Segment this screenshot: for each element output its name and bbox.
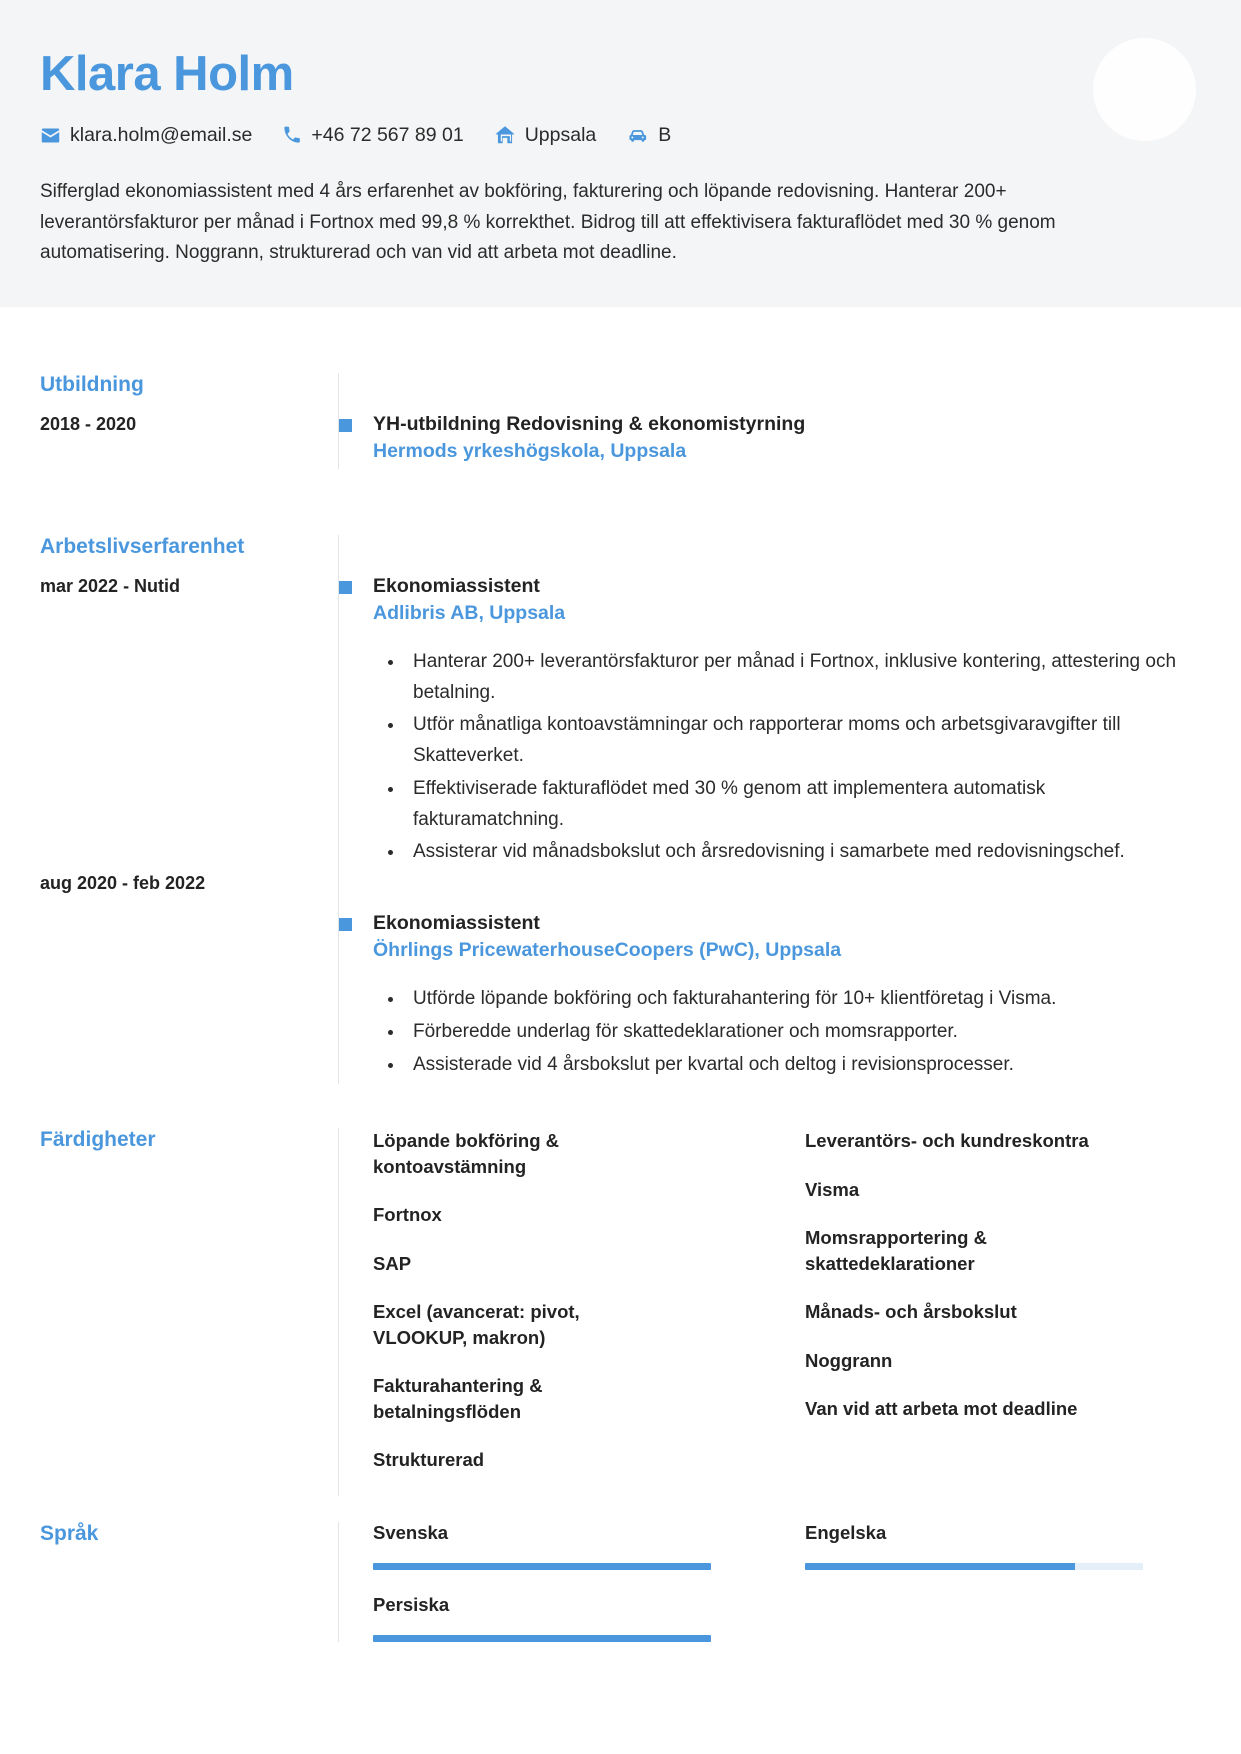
contact-driving-license [626, 124, 671, 147]
avatar [1093, 38, 1196, 141]
experience-entry-0 [373, 573, 1201, 868]
page-title: Klara Holm [40, 47, 294, 101]
resume-header [0, 0, 1241, 307]
skills-grid [373, 1128, 1201, 1496]
experience-entry-1 [373, 910, 1201, 1080]
spacer [40, 469, 1201, 535]
education-left [40, 373, 338, 469]
envelope-icon [40, 125, 61, 146]
skill-item: Visma [805, 1178, 860, 1200]
skill-item: Van vid att arbeta mot deadline [805, 1398, 1078, 1420]
skill-item: Fakturahantering & betalningsflöden [373, 1375, 543, 1422]
section-education [40, 373, 1201, 469]
contact-phone-label: +46 72 567 89 01 [311, 123, 464, 146]
spacer [40, 1496, 1201, 1522]
list-item: • Hanterar 200+ leverantörsfakturor per månad i Fortnox, inklusive kontering, attestering och betalning. [405, 647, 1201, 709]
experience-right [339, 535, 1201, 1084]
skills-column-right [805, 1128, 1201, 1496]
phone-icon [282, 125, 302, 145]
resume-body [0, 307, 1241, 1642]
contact-driving-license-label: B [658, 123, 672, 146]
language-item-svenska [373, 1522, 769, 1570]
experience-title-1: Ekonomiassistent [373, 912, 540, 935]
languages-left [40, 1522, 338, 1642]
list-item: • Effektiviserade fakturaflödet med 30 % genom att implementera automatisk fakturamatchning. [405, 774, 1201, 836]
contact-location-label: Uppsala [524, 123, 597, 146]
language-item-engelska [805, 1522, 1201, 1570]
list-item: • Assisterade vid 4 årsbokslut per kvartal och deltog i revisionsprocesser. [405, 1050, 1201, 1081]
experience-org-1: Öhrlings PricewaterhouseCoopers (PwC), Uppsala [373, 939, 842, 962]
skill-item: Excel (avancerat: pivot, VLOOKUP, makron) [373, 1301, 580, 1348]
section-title-education: Utbildning [40, 373, 144, 397]
entry-marker-icon [339, 581, 352, 594]
section-skills [40, 1128, 1201, 1496]
list-item: • Förberedde underlag för skattedeklarationer och momsrapporter. [405, 1017, 1201, 1048]
list-item: • Utförde löpande bokföring och fakturahantering för 10+ klientföretag i Visma. [405, 984, 1201, 1015]
language-name: Svenska [373, 1521, 449, 1543]
languages-right [339, 1522, 1201, 1642]
section-experience [40, 535, 1201, 1084]
language-level-track [373, 1635, 711, 1642]
contact-phone[interactable] [282, 124, 463, 147]
experience-org-0: Adlibris AB, Uppsala [373, 601, 566, 624]
entry-marker-icon [339, 419, 352, 432]
language-level-fill [805, 1563, 1075, 1570]
skill-item: Leverantörs- och kundreskontra [805, 1130, 1089, 1152]
list-item: • Utför månatliga kontoavstämningar och rapporterar moms och arbetsgivaravgifter till Skatteverket. [405, 710, 1201, 772]
section-title-languages: Språk [40, 1521, 99, 1545]
skills-left [40, 1128, 338, 1496]
skill-item: SAP [373, 1252, 412, 1274]
education-period-0: 2018 - 2020 [40, 414, 137, 435]
language-level-track [805, 1563, 1143, 1570]
language-level-fill [373, 1563, 711, 1570]
language-item-persiska [373, 1594, 769, 1642]
education-entry-0 [373, 411, 1201, 465]
skill-item: Strukturerad [373, 1449, 485, 1471]
spacer [40, 1084, 1201, 1128]
skill-item: Fortnox [373, 1204, 442, 1226]
section-title-skills: Färdigheter [40, 1128, 156, 1152]
language-name: Engelska [805, 1521, 887, 1543]
language-level-track [373, 1563, 711, 1570]
section-title-experience: Arbetslivserfarenhet [40, 535, 245, 558]
skill-item: Momsrapportering & skattedeklarationer [805, 1227, 987, 1274]
contact-email-label: klara.holm@email.se [70, 123, 253, 146]
skill-item: Månads- och årsbokslut [805, 1301, 1017, 1323]
entry-marker-icon [339, 918, 352, 931]
skill-item: Löpande bokföring & kontoavstämning [373, 1130, 560, 1177]
education-right [339, 373, 1201, 469]
section-languages [40, 1522, 1201, 1642]
contact-email[interactable] [40, 124, 252, 147]
language-level-fill [373, 1635, 711, 1642]
skill-item: Noggrann [805, 1349, 893, 1371]
language-name: Persiska [373, 1593, 450, 1615]
languages-grid [373, 1522, 1201, 1642]
profile-summary: Sifferglad ekonomiassistent med 4 års erfarenhet av bokföring, fakturering och löpande redovisning. Hanterar 200+ leverantörsfakturor per månad i Fortnox med 99,8 % korrekthet. Bidrog till att effektivisera fakturaflödet med 30 % genom automatisering. Noggrann, strukturerad och van vid att arbeta mot deadline. [40, 180, 1056, 264]
education-title-0: YH-utbildning Redovisning & ekonomistyrning [373, 413, 806, 436]
experience-period-0: mar 2022 - Nutid [40, 576, 181, 596]
experience-bullets-1 [405, 984, 1201, 1080]
education-org-0: Hermods yrkeshögskola, Uppsala [373, 440, 687, 463]
contact-row [40, 124, 1201, 147]
list-item: • Assisterar vid månadsbokslut och årsredovisning i samarbete med redovisningschef. [405, 837, 1201, 868]
experience-bullets-0 [405, 647, 1201, 868]
skills-column-left [373, 1128, 769, 1496]
house-icon [494, 124, 516, 146]
contact-location [494, 124, 597, 147]
experience-left [40, 535, 338, 1084]
car-icon [626, 124, 649, 147]
spacer [40, 307, 1201, 373]
experience-title-0: Ekonomiassistent [373, 575, 540, 597]
skills-right [339, 1128, 1201, 1496]
experience-period-1: aug 2020 - feb 2022 [40, 873, 206, 894]
